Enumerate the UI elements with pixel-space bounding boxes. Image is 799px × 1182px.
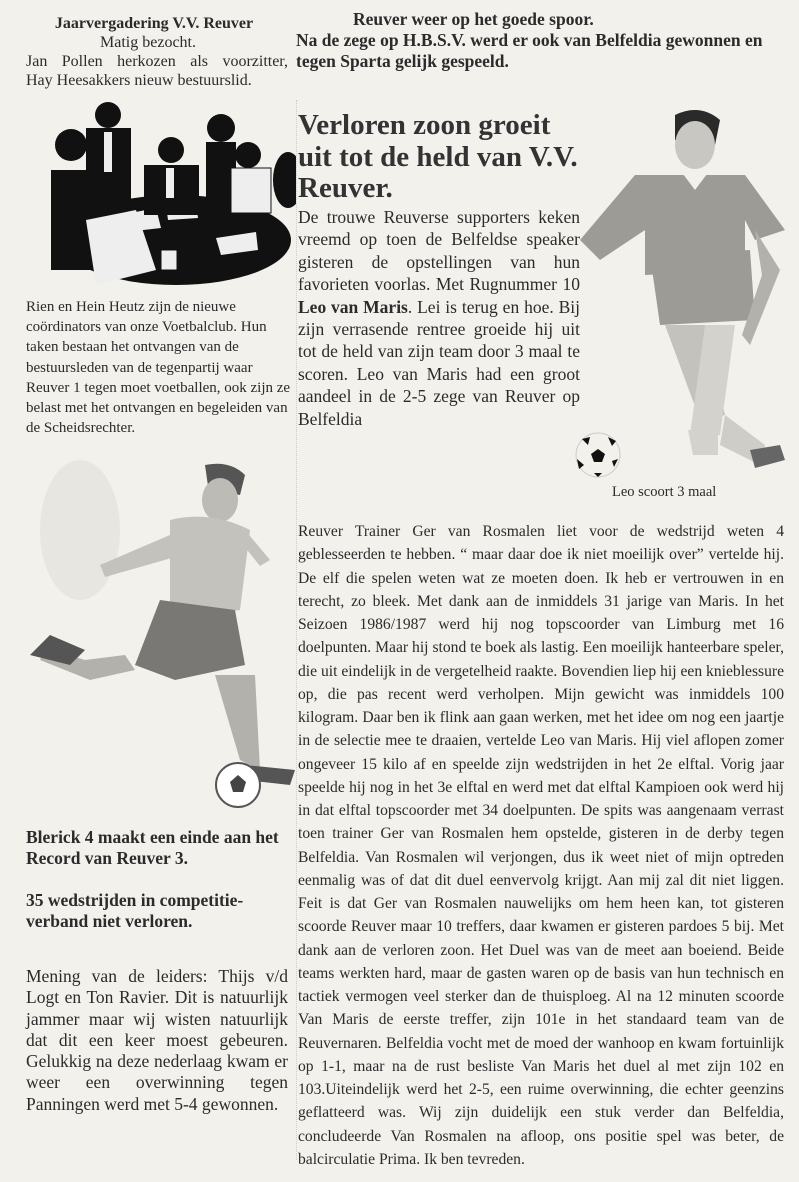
main-article-title: Verloren zoon groeit uit tot de held van V.V. Reuver.: [298, 109, 578, 204]
intro-text-b: . Lei is terug en hoe. Bij zijn verrasende rentree groeide hij uit tot de held van zijn team door 3 maal te scoren. Leo van Maris had een groot aandeel in de 2-5 zege van Reuver op Belfeldia: [298, 296, 580, 429]
header-line-2: Na de zege op H.B.S.V. werd er ook van Belfeldia gewonnen en tegen Sparta gelijk gespeeld.: [296, 30, 763, 71]
football-kicker-illustration-icon: [20, 460, 296, 815]
meeting-line-2: Hay Heesakkers nieuw bestuurslid.: [26, 72, 252, 89]
record-body: Mening van de leiders: Thijs v/d Logt en Ton Ravier. Dit is natuurlijk jammer maar wij wisten natuurlijk dat dit een keer moest gebeuren. Gelukkig na deze nederlaag kwam er weer een overwinning tegen Panningen werd met 5-4 gewonnen.: [26, 966, 288, 1114]
image-caption: Leo scoort 3 maal: [612, 484, 717, 500]
record-headline: Blerick 4 maakt een einde aan het Record van Reuver 3.: [26, 827, 279, 868]
standing-player-illustration-icon: [580, 100, 790, 480]
right-column-header: [296, 9, 786, 72]
soccer-ball-icon: [574, 431, 622, 479]
main-article-body: Reuver Trainer Ger van Rosmalen liet voor de wedstrijd weten 4 geblesseerden te hebben. “ maar daar doe ik niet moeilijk over” vertelde hij. De elf die spelen weten wat ze moeten doen. Ik heb er vertrouwen in en terecht, zo bleek. Met dank aan de inmiddels 31 jarige van Maris. In het Seizoen 1986/1987 werd hij nog topscoorder van Limburg met 16 doelpunten. Maar hij stond te boek als lastig. Een moeilijk hanteerbare speler, die uit eindelijk in de vergetelheid raakte. Bovendien liep hij een knieblessure op, die pas recent werd verholpen. Mijn gewicht was inmiddels 100 kilogram. Daar ben ik flink aan gaan werken, met het idee om nog een jaartje in de selectie mee te draaien, vertelde Leo van Maris. Hij viel aflopen zomer ongeveer 15 kilo af en speelde zijn wedstrijden in het 2e elftal. Vorig jaar speelde hij nog in het 3e elftal en werd met dat elftal Kampioen ook werd hij in dat elftal topscoorder met 34 doelpunten. De spits was aangenaam verrast toen trainer Ger van Rosmalen hem opstelde, gisteren in de derby tegen Belfeldia. Van Rosmalen wil verjongen, dus ik weet niet of mijn optreden eenmalig was of dat dit duel eenvervolg krijgt. Aan mij zal dit niet liggen. Feit is dat Ger van Rosmalen nauwelijks om hem heen kan, tot gisteren scoorde Reuver maar 10 treffers, daar kwamen er gisteren pardoes 5 bij. Met dank aan de verloren zoon. Het Duel was van de meet aan boeiend. Beide teams werkten hard, maar de gasten waren op de basis van hun technisch en tactiek vermogen veel sterker dan de thuisploeg. Al na 12 minuten scoorde Van Maris de eerste treffer, zijn 101e in het standaard team van de Reuvernaren. Belfeldia vocht met de moed der wanhoop en kwam fortuinlijk op 1-1, maar na de rust besliste Van Maris het duel al met zijn 102 en 103.Uiteindelijk werd het 2-5, een ruime overwinning, die echter geenzins geflatteerd was. Wij zijn duidelijk een stuk verder dan Belfeldia, concludeerde Van Rosmalen na afloop, ons positie spel was beter, de balcirculatie Prima. Ik ben tevreden.: [298, 523, 784, 1168]
coordinators-text: Rien en Hein Heutz zijn de nieuwe coördinators van onze Voetbalclub. Hun taken bestaan het ontvangen van de bestuursleden van de tegenpartij waar Reuver 1 tegen moet voetballen, ook zijn ze belast met het ontvangen en begeleiden van de Scheidsrechter.: [26, 299, 291, 437]
meeting-line-1: Jan Pollen herkozen als voorzitter,: [26, 53, 288, 70]
meeting-article-header: [0, 14, 296, 90]
meeting-title: Jaarvergadering V.V. Reuver: [54, 15, 254, 32]
intro-text-a: De trouwe Reuverse supporters keken vreemd op toen de Belfeldse speaker gisteren de opstellingen van hun favorieten voorlas. Met Rugnummer 10: [298, 207, 580, 295]
player-name: Leo van Maris: [298, 296, 408, 317]
meeting-illustration-icon: [26, 100, 296, 290]
main-article-intro: [298, 206, 580, 430]
header-line-1: Reuver weer op het goede spoor.: [353, 9, 594, 29]
record-subheadline: 35 wedstrijden in competitie-verband niet verloren.: [26, 890, 244, 931]
meeting-subtitle: Matig bezocht.: [100, 34, 196, 51]
